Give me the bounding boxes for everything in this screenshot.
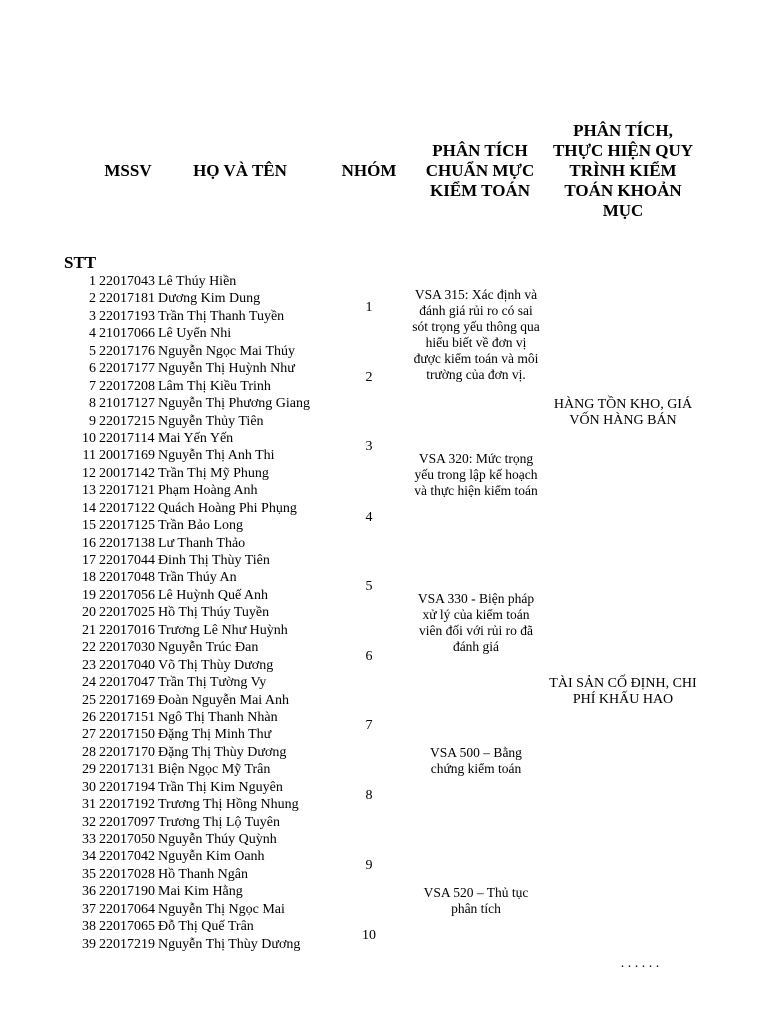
name-cell: Đoàn Nguyễn Mai Anh: [158, 692, 290, 708]
mssv-cell: 22017150: [99, 727, 155, 743]
name-cell: Trần Bảo Long: [158, 518, 244, 534]
stt-cell: 21: [82, 622, 96, 638]
stt-cell: 14: [82, 500, 96, 516]
mssv-cell: 22017190: [99, 884, 155, 900]
stt-cell: 24: [82, 675, 96, 691]
mssv-cell: 22017016: [99, 622, 155, 638]
stt-cell: 7: [89, 378, 96, 394]
name-cell: Nguyễn Ngọc Mai Thúy: [158, 343, 295, 359]
topic-vsa-520: VSA 520 – Thủ tục phân tích: [423, 885, 529, 916]
mssv-cell: 22017042: [99, 849, 155, 865]
group-number: 8: [365, 788, 373, 803]
mssv-cell: 22017181: [99, 291, 155, 307]
mssv-cell: 22017065: [99, 919, 155, 935]
name-cell: Biện Ngọc Mỹ Trân: [158, 762, 271, 778]
group-number: 6: [365, 649, 373, 664]
mssv-cell: 20017142: [99, 465, 155, 481]
mssv-cell: 22017208: [99, 378, 155, 394]
stt-cell: 38: [82, 919, 96, 935]
mssv-cell: 20017169: [99, 448, 155, 464]
mssv-cell: 22017170: [99, 744, 155, 760]
mssv-cell: 22017028: [99, 866, 155, 882]
name-cell: Lâm Thị Kiều Trinh: [158, 378, 271, 394]
name-cell: Trần Thị Kim Nguyên: [158, 779, 283, 795]
name-cell: Trần Thúy An: [158, 570, 237, 586]
stt-cell: 37: [82, 901, 96, 917]
stt-cell: 12: [82, 465, 96, 481]
stt-cell: 15: [82, 518, 96, 534]
stt-cell: 25: [82, 692, 96, 708]
mssv-cell: 22017122: [99, 500, 155, 516]
mssv-cell: 22017030: [99, 640, 155, 656]
stt-cell: 2: [89, 291, 96, 307]
stt-cell: 39: [82, 936, 96, 952]
stt-cell: 29: [82, 762, 96, 778]
stt-cell: 10: [82, 430, 96, 446]
name-cell: Quách Hoàng Phi Phụng: [158, 500, 297, 516]
group-number: 7: [365, 718, 373, 733]
name-cell: Trương Thị Hồng Nhung: [158, 797, 299, 813]
name-cell: Nguyễn Thị Ngọc Mai: [158, 901, 285, 917]
mssv-cell: 22017047: [99, 675, 155, 691]
group-number: 9: [365, 858, 373, 873]
name-cell: Lê Huỳnh Quế Anh: [158, 587, 269, 603]
stt-cell: 26: [82, 709, 96, 725]
mssv-cell: 22017044: [99, 553, 155, 568]
mssv-cell: 22017025: [99, 605, 155, 621]
mssv-cell: 22017064: [99, 901, 155, 917]
area-tai-san-co-dinh: TÀI SẢN CỐ ĐỊNH, CHI PHÍ KHẤU HAO: [549, 676, 697, 707]
mssv-cell: 22017125: [99, 518, 155, 534]
stt-cell: 36: [82, 884, 96, 900]
area-hang-ton-kho: HÀNG TỒN KHO, GIÁ VỐN HÀNG BÁN: [553, 397, 693, 428]
stt-cell: 30: [82, 779, 96, 795]
header-nhom: NHÓM: [341, 161, 397, 180]
name-cell: Trần Thị Mỹ Phung: [158, 465, 269, 481]
group-number: 3: [365, 439, 373, 454]
mssv-cell: 21017127: [99, 396, 155, 412]
name-cell: Võ Thị Thùy Dương: [158, 657, 274, 673]
name-cell: Nguyễn Thúy Quỳnh: [158, 832, 277, 847]
stt-cell: 4: [89, 326, 96, 342]
mssv-cell: 22017056: [99, 587, 155, 603]
name-cell: Ngô Thị Thanh Nhàn: [158, 709, 278, 725]
header-stt: STT: [64, 253, 97, 272]
group-number: 2: [365, 370, 373, 385]
name-cell: Hồ Thị Thúy Tuyền: [158, 605, 270, 621]
mssv-cell: 22017097: [99, 814, 155, 830]
mssv-cell: 22017177: [99, 361, 155, 377]
name-cell: Dương Kim Dung: [158, 291, 261, 307]
mssv-cell: 22017193: [99, 308, 155, 324]
topic-vsa-500: VSA 500 – Bằng chứng kiểm toán: [430, 745, 522, 776]
stt-cell: 1: [89, 274, 96, 289]
header-mssv: MSSV: [104, 161, 152, 180]
header-ho-ten: HỌ VÀ TÊN: [193, 161, 287, 180]
stt-cell: 8: [89, 396, 96, 412]
mssv-cell: 22017192: [99, 797, 155, 813]
name-cell: Lê Thúy Hiền: [158, 274, 237, 289]
mssv-cell: 22017219: [99, 936, 155, 952]
mssv-cell: 22017169: [99, 692, 155, 708]
mssv-cell: 22017151: [99, 709, 155, 725]
stt-cell: 33: [82, 832, 96, 847]
group-number: 10: [362, 928, 376, 943]
header-quy-trinh: PHÂN TÍCH, THỰC HIỆN QUY TRÌNH KIỂM TOÁN KHOẢN MỤC: [552, 121, 694, 220]
name-cell: Đặng Thị Minh Thư: [158, 727, 272, 743]
stt-cell: 20: [82, 605, 96, 621]
name-cell: Nguyễn Trúc Đan: [158, 640, 259, 656]
stt-cell: 32: [82, 814, 96, 830]
stt-cell: 17: [82, 553, 96, 568]
group-number: 1: [365, 300, 373, 315]
name-cell: Mai Kim Hằng: [158, 884, 243, 900]
mssv-cell: 22017121: [99, 483, 155, 499]
stt-cell: 5: [89, 343, 96, 359]
name-cell: Nguyễn Thị Phương Giang: [158, 396, 311, 412]
stt-cell: 9: [89, 413, 96, 429]
stt-cell: 18: [82, 570, 96, 586]
stt-cell: 3: [89, 308, 96, 324]
mssv-cell: 22017043: [99, 274, 155, 289]
name-cell: Đặng Thị Thùy Dương: [158, 744, 287, 760]
header-chuan-muc: PHÂN TÍCH CHUẨN MỰC KIỂM TOÁN: [425, 141, 535, 200]
stt-cell: 27: [82, 727, 96, 743]
stt-cell: 16: [82, 535, 96, 551]
mssv-cell: 22017048: [99, 570, 155, 586]
mssv-cell: 22017176: [99, 343, 155, 359]
name-cell: Hồ Thanh Ngân: [158, 866, 248, 882]
name-cell: Lê Uyển Nhi: [158, 326, 232, 342]
mssv-cell: 22017131: [99, 762, 155, 778]
clipped-next-line: . . . . . .: [620, 956, 660, 971]
stt-cell: 31: [82, 797, 96, 813]
stt-cell: 34: [82, 849, 96, 865]
name-cell: Mai Yến Yến: [158, 430, 234, 446]
name-cell: Phạm Hoàng Anh: [158, 483, 258, 499]
name-cell: Đinh Thị Thùy Tiên: [158, 553, 270, 568]
name-cell: Nguyễn Thị Anh Thi: [158, 448, 275, 464]
group-number: 4: [365, 510, 373, 525]
mssv-cell: 22017138: [99, 535, 155, 551]
stt-cell: 22: [82, 640, 96, 656]
name-cell: Trần Thị Tường Vy: [158, 675, 267, 691]
topic-vsa-330: VSA 330 - Biện pháp xử lý của kiểm toán viên đối với rủi ro đã đánh giá: [417, 591, 535, 654]
mssv-cell: 22017050: [99, 832, 155, 847]
name-cell: Nguyễn Thị Huỳnh Như: [158, 361, 295, 377]
name-cell: Trần Thị Thanh Tuyền: [158, 308, 285, 324]
topic-vsa-315: VSA 315: Xác định và đánh giá rủi ro có sai sót trọng yếu thông qua hiểu biết về đơn vị được kiểm toán và môi trường của đơn vị.: [412, 287, 540, 382]
stt-cell: 19: [82, 587, 96, 603]
name-cell: Nguyễn Thị Thùy Dương: [158, 936, 301, 952]
stt-cell: 23: [82, 657, 96, 673]
stt-cell: 13: [82, 483, 96, 499]
mssv-cell: 22017215: [99, 413, 155, 429]
stt-cell: 28: [82, 744, 96, 760]
mssv-cell: 21017066: [99, 326, 155, 342]
mssv-cell: 22017040: [99, 657, 155, 673]
name-cell: Lư Thanh Thảo: [158, 535, 246, 551]
mssv-cell: 22017114: [99, 430, 155, 446]
name-cell: Nguyễn Thủy Tiên: [158, 413, 264, 429]
mssv-cell: 22017194: [99, 779, 155, 795]
topic-vsa-320: VSA 320: Mức trọng yếu trong lập kế hoạch và thực hiện kiểm toán: [414, 451, 538, 498]
name-cell: Đỗ Thị Quế Trân: [158, 919, 254, 935]
name-cell: Trương Thị Lộ Tuyên: [158, 814, 280, 830]
stt-cell: 6: [89, 361, 96, 377]
stt-cell: 35: [82, 866, 96, 882]
stt-cell: 11: [82, 448, 96, 464]
name-cell: Nguyễn Kim Oanh: [158, 849, 265, 865]
name-cell: Trương Lê Như Huỳnh: [158, 622, 288, 638]
group-number: 5: [365, 579, 373, 594]
